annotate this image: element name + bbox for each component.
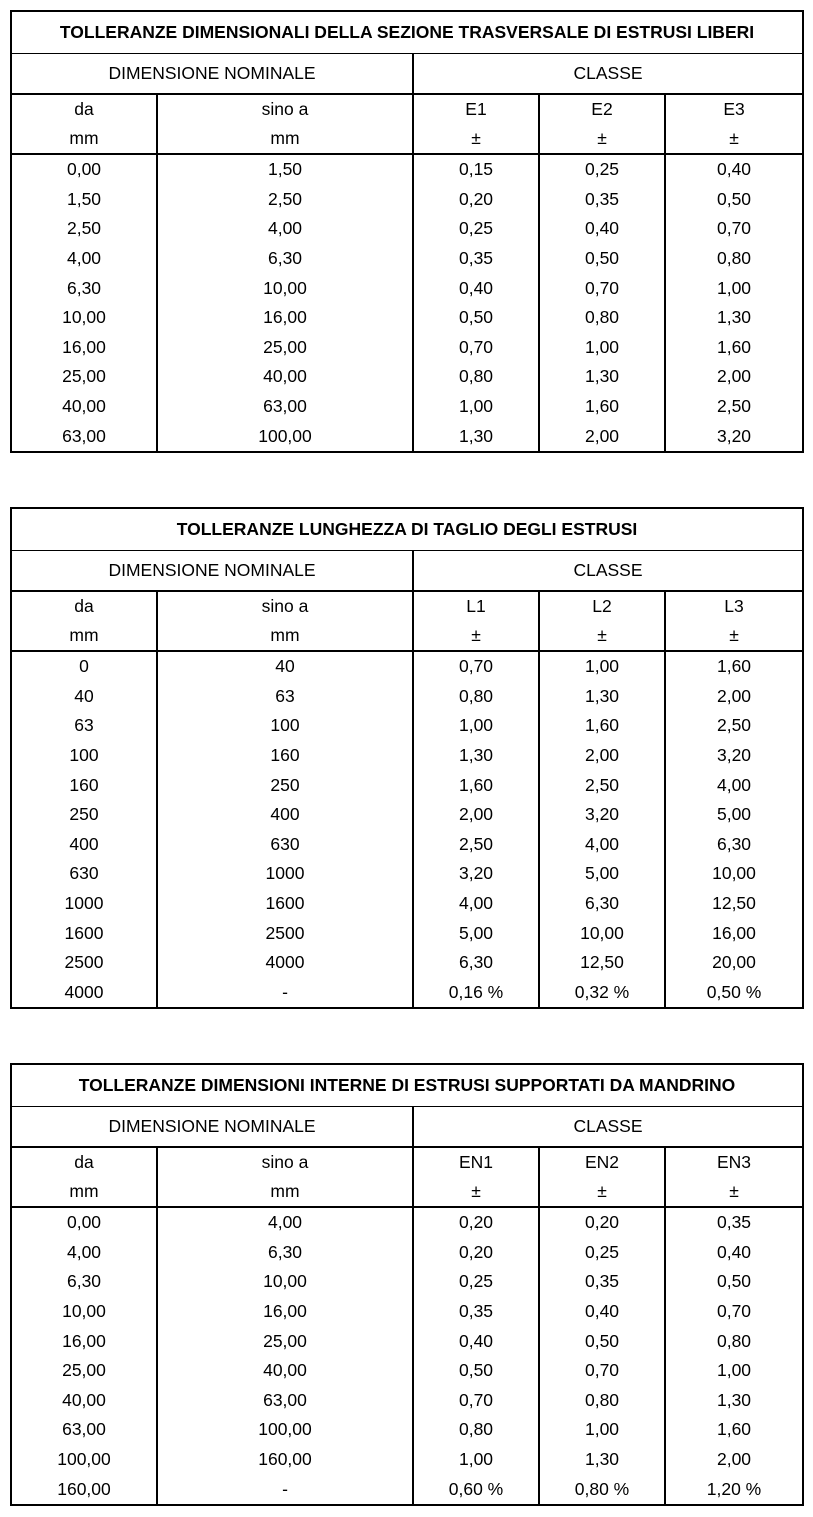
- table-cell: 4,00: [11, 1238, 157, 1268]
- table-cell: 2,00: [665, 362, 803, 392]
- table-title: TOLLERANZE DIMENSIONALI DELLA SEZIONE TRASVERSALE DI ESTRUSI LIBERI: [11, 11, 803, 54]
- table-cell: 1,30: [413, 421, 539, 452]
- table-cell: 400: [157, 800, 413, 830]
- table-cell: 0,20: [539, 1207, 665, 1238]
- table-cell: 0,40: [413, 273, 539, 303]
- table-cell: 6,30: [11, 1267, 157, 1297]
- table-row: [11, 1297, 803, 1327]
- table-cell: 0,25: [539, 1238, 665, 1268]
- table-cell: 3,20: [539, 800, 665, 830]
- table-cell: 0,25: [539, 154, 665, 185]
- table-cell: 0,25: [413, 214, 539, 244]
- table-row: [11, 185, 803, 215]
- table-row: [11, 421, 803, 452]
- table-cell: 6,30: [157, 1238, 413, 1268]
- table-cell: 12,50: [665, 889, 803, 919]
- table-cell: 0,70: [413, 333, 539, 363]
- table-cell: 2,50: [665, 711, 803, 741]
- table-cell: 0,70: [413, 651, 539, 682]
- column-header: E3: [665, 94, 803, 124]
- table-cell: 16,00: [157, 303, 413, 333]
- column-unit: mm: [157, 621, 413, 651]
- table-cell: 25,00: [157, 1326, 413, 1356]
- column-header: E2: [539, 94, 665, 124]
- table-cell: 630: [11, 859, 157, 889]
- table-cell: 400: [11, 830, 157, 860]
- column-header: EN3: [665, 1147, 803, 1177]
- table-cell: 0,60 %: [413, 1474, 539, 1505]
- table-cell: 12,50: [539, 948, 665, 978]
- table-cell: 2,50: [413, 830, 539, 860]
- table-cell: 1,00: [539, 333, 665, 363]
- table-cell: 1,00: [539, 651, 665, 682]
- table-cell: 100: [157, 711, 413, 741]
- column-header: EN2: [539, 1147, 665, 1177]
- table-cell: 1,00: [539, 1415, 665, 1445]
- table-cell: 63: [11, 711, 157, 741]
- table-cell: 6,30: [11, 273, 157, 303]
- table-cell: 1,00: [413, 711, 539, 741]
- table-cell: 4000: [11, 978, 157, 1009]
- table-row: [11, 1474, 803, 1505]
- table-cell: 0,70: [665, 1297, 803, 1327]
- table-cell: 0,35: [539, 185, 665, 215]
- table-cell: 6,30: [539, 889, 665, 919]
- tolerance-table-internal-dimensions: [10, 1063, 804, 1506]
- table-cell: 1,30: [539, 682, 665, 712]
- table-cell: 0,50: [665, 185, 803, 215]
- table-cell: 0,80: [413, 362, 539, 392]
- table-cell: 0,35: [413, 244, 539, 274]
- table-cell: 2,50: [157, 185, 413, 215]
- column-header: E1: [413, 94, 539, 124]
- table-cell: 1000: [157, 859, 413, 889]
- table-cell: 0,50: [539, 244, 665, 274]
- class-header: CLASSE: [413, 54, 803, 95]
- tolerance-table-cut-length: [10, 507, 804, 1009]
- table-cell: 4,00: [157, 1207, 413, 1238]
- table-cell: 25,00: [11, 362, 157, 392]
- table-cell: 2500: [11, 948, 157, 978]
- column-header: sino a: [157, 94, 413, 124]
- table-cell: 1600: [157, 889, 413, 919]
- table-cell: 16,00: [11, 1326, 157, 1356]
- table-row: [11, 1267, 803, 1297]
- table-cell: 0,32 %: [539, 978, 665, 1009]
- unit-header-row: [11, 124, 803, 154]
- table-cell: 0,80: [413, 682, 539, 712]
- table-row: [11, 244, 803, 274]
- table-cell: 1,50: [11, 185, 157, 215]
- table-cell: 250: [157, 770, 413, 800]
- section-header-row: [11, 1107, 803, 1148]
- table-cell: 0,50: [413, 1356, 539, 1386]
- table-cell: 0,15: [413, 154, 539, 185]
- table-cell: 1,00: [413, 1445, 539, 1475]
- table-cell: 4,00: [539, 830, 665, 860]
- table-cell: 2,00: [539, 741, 665, 771]
- table-cell: 10,00: [11, 303, 157, 333]
- table-row: [11, 1238, 803, 1268]
- table-cell: 1,00: [665, 1356, 803, 1386]
- table-cell: 5,00: [665, 800, 803, 830]
- column-unit: ±: [665, 124, 803, 154]
- table-row: [11, 682, 803, 712]
- table-cell: 16,00: [157, 1297, 413, 1327]
- table-cell: 10,00: [539, 918, 665, 948]
- table-cell: 0,00: [11, 154, 157, 185]
- table-cell: 0,40: [665, 154, 803, 185]
- column-header: L2: [539, 591, 665, 621]
- table-cell: 4,00: [157, 214, 413, 244]
- table-title: TOLLERANZE DIMENSIONI INTERNE DI ESTRUSI SUPPORTATI DA MANDRINO: [11, 1064, 803, 1107]
- table-cell: 0,25: [413, 1267, 539, 1297]
- column-header-row: [11, 94, 803, 124]
- table-cell: 0,70: [413, 1386, 539, 1416]
- nominal-dimension-header: DIMENSIONE NOMINALE: [11, 54, 413, 95]
- nominal-dimension-header: DIMENSIONE NOMINALE: [11, 1107, 413, 1148]
- table-cell: 1600: [11, 918, 157, 948]
- section-header-row: [11, 551, 803, 592]
- column-header: sino a: [157, 591, 413, 621]
- table-cell: 100,00: [157, 421, 413, 452]
- class-header: CLASSE: [413, 1107, 803, 1148]
- table-row: [11, 1207, 803, 1238]
- table-cell: 40: [11, 682, 157, 712]
- table-row: [11, 889, 803, 919]
- table-cell: 6,30: [157, 244, 413, 274]
- table-row: [11, 154, 803, 185]
- table-cell: 0,80: [665, 1326, 803, 1356]
- table-cell: 20,00: [665, 948, 803, 978]
- table-cell: 0,50: [413, 303, 539, 333]
- table-cell: 40,00: [11, 1386, 157, 1416]
- table-cell: 0,80 %: [539, 1474, 665, 1505]
- column-header-row: [11, 591, 803, 621]
- column-header: L1: [413, 591, 539, 621]
- table-row: [11, 770, 803, 800]
- table-cell: 40: [157, 651, 413, 682]
- column-unit: ±: [413, 124, 539, 154]
- table-cell: 160: [11, 770, 157, 800]
- column-unit: mm: [11, 124, 157, 154]
- table-row: [11, 333, 803, 363]
- table-cell: 5,00: [539, 859, 665, 889]
- table-cell: 100,00: [11, 1445, 157, 1475]
- table-cell: 160,00: [157, 1445, 413, 1475]
- column-header: sino a: [157, 1147, 413, 1177]
- table-cell: 100,00: [157, 1415, 413, 1445]
- column-unit: mm: [11, 621, 157, 651]
- table-cell: 1000: [11, 889, 157, 919]
- table-cell: 2,50: [11, 214, 157, 244]
- table-cell: -: [157, 1474, 413, 1505]
- table-cell: 63,00: [11, 421, 157, 452]
- table-cell: 0,50: [665, 1267, 803, 1297]
- table-cell: 0,35: [665, 1207, 803, 1238]
- table-cell: 10,00: [157, 273, 413, 303]
- table-row: [11, 214, 803, 244]
- table-cell: 1,60: [665, 333, 803, 363]
- column-unit: ±: [539, 124, 665, 154]
- table-cell: 5,00: [413, 918, 539, 948]
- table-cell: 25,00: [157, 333, 413, 363]
- table-cell: 0,70: [539, 1356, 665, 1386]
- table-cell: 3,20: [413, 859, 539, 889]
- table-cell: 1,30: [665, 1386, 803, 1416]
- table-cell: 1,60: [665, 651, 803, 682]
- tolerance-table-cross-section: [10, 10, 804, 453]
- table-cell: 1,60: [413, 770, 539, 800]
- table-title-row: [11, 1064, 803, 1107]
- section-header-row: [11, 54, 803, 95]
- table-cell: 63: [157, 682, 413, 712]
- unit-header-row: [11, 1177, 803, 1207]
- column-header-row: [11, 1147, 803, 1177]
- table-cell: 1,50: [157, 154, 413, 185]
- table-cell: 0,35: [539, 1267, 665, 1297]
- table-row: [11, 859, 803, 889]
- table-cell: 1,00: [665, 273, 803, 303]
- table-row: [11, 651, 803, 682]
- column-unit: ±: [665, 621, 803, 651]
- table-cell: 6,30: [413, 948, 539, 978]
- table-cell: 250: [11, 800, 157, 830]
- table-cell: 1,60: [665, 1415, 803, 1445]
- table-row: [11, 1415, 803, 1445]
- table-row: [11, 948, 803, 978]
- table-cell: 0,50: [539, 1326, 665, 1356]
- table-cell: 0,40: [539, 214, 665, 244]
- table-row: [11, 800, 803, 830]
- table-cell: 0,35: [413, 1297, 539, 1327]
- table-row: [11, 1356, 803, 1386]
- column-header: da: [11, 591, 157, 621]
- table-cell: -: [157, 978, 413, 1009]
- table-cell: 0,80: [413, 1415, 539, 1445]
- table-cell: 2,50: [539, 770, 665, 800]
- table-cell: 16,00: [665, 918, 803, 948]
- table-cell: 1,60: [539, 392, 665, 422]
- table-cell: 6,30: [665, 830, 803, 860]
- table-cell: 2,50: [665, 392, 803, 422]
- column-header: da: [11, 1147, 157, 1177]
- table-cell: 4000: [157, 948, 413, 978]
- column-header: EN1: [413, 1147, 539, 1177]
- table-row: [11, 978, 803, 1009]
- table-cell: 40,00: [157, 1356, 413, 1386]
- table-cell: 1,20 %: [665, 1474, 803, 1505]
- table-cell: 0,80: [539, 1386, 665, 1416]
- table-row: [11, 273, 803, 303]
- unit-header-row: [11, 621, 803, 651]
- table-cell: 0,16 %: [413, 978, 539, 1009]
- table-cell: 2,00: [665, 1445, 803, 1475]
- table-cell: 1,30: [539, 362, 665, 392]
- column-unit: mm: [11, 1177, 157, 1207]
- table-cell: 160,00: [11, 1474, 157, 1505]
- table-cell: 0,80: [539, 303, 665, 333]
- table-row: [11, 362, 803, 392]
- table-cell: 63,00: [157, 1386, 413, 1416]
- table-cell: 40,00: [11, 392, 157, 422]
- table-cell: 63,00: [157, 392, 413, 422]
- table-cell: 4,00: [413, 889, 539, 919]
- class-header: CLASSE: [413, 551, 803, 592]
- table-row: [11, 918, 803, 948]
- table-cell: 0,50 %: [665, 978, 803, 1009]
- table-row: [11, 1445, 803, 1475]
- table-row: [11, 741, 803, 771]
- column-unit: ±: [539, 1177, 665, 1207]
- table-cell: 100: [11, 741, 157, 771]
- column-unit: mm: [157, 1177, 413, 1207]
- table-cell: 0,00: [11, 1207, 157, 1238]
- table-cell: 3,20: [665, 421, 803, 452]
- column-unit: mm: [157, 124, 413, 154]
- table-cell: 0,70: [539, 273, 665, 303]
- column-header: da: [11, 94, 157, 124]
- table-cell: 0,40: [665, 1238, 803, 1268]
- table-title-row: [11, 508, 803, 551]
- table-cell: 10,00: [11, 1297, 157, 1327]
- table-row: [11, 1326, 803, 1356]
- table-cell: 40,00: [157, 362, 413, 392]
- table-cell: 2500: [157, 918, 413, 948]
- table-cell: 63,00: [11, 1415, 157, 1445]
- table-cell: 0,40: [539, 1297, 665, 1327]
- table-cell: 0: [11, 651, 157, 682]
- table-cell: 25,00: [11, 1356, 157, 1386]
- table-cell: 10,00: [665, 859, 803, 889]
- table-cell: 0,20: [413, 1207, 539, 1238]
- table-cell: 2,00: [413, 800, 539, 830]
- table-cell: 1,30: [665, 303, 803, 333]
- table-cell: 16,00: [11, 333, 157, 363]
- table-cell: 1,00: [413, 392, 539, 422]
- column-unit: ±: [413, 621, 539, 651]
- table-row: [11, 830, 803, 860]
- table-cell: 0,20: [413, 1238, 539, 1268]
- table-cell: 1,60: [539, 711, 665, 741]
- table-title-row: [11, 11, 803, 54]
- table-row: [11, 711, 803, 741]
- table-cell: 2,00: [539, 421, 665, 452]
- table-cell: 0,40: [413, 1326, 539, 1356]
- table-cell: 160: [157, 741, 413, 771]
- table-cell: 0,80: [665, 244, 803, 274]
- column-unit: ±: [539, 621, 665, 651]
- table-cell: 0,20: [413, 185, 539, 215]
- table-cell: 1,30: [413, 741, 539, 771]
- table-cell: 3,20: [665, 741, 803, 771]
- table-cell: 0,70: [665, 214, 803, 244]
- table-row: [11, 1386, 803, 1416]
- column-header: L3: [665, 591, 803, 621]
- table-row: [11, 303, 803, 333]
- table-cell: 4,00: [665, 770, 803, 800]
- column-unit: ±: [413, 1177, 539, 1207]
- table-cell: 630: [157, 830, 413, 860]
- table-title: TOLLERANZE LUNGHEZZA DI TAGLIO DEGLI ESTRUSI: [11, 508, 803, 551]
- table-row: [11, 392, 803, 422]
- nominal-dimension-header: DIMENSIONE NOMINALE: [11, 551, 413, 592]
- table-cell: 1,30: [539, 1445, 665, 1475]
- column-unit: ±: [665, 1177, 803, 1207]
- table-cell: 2,00: [665, 682, 803, 712]
- table-cell: 4,00: [11, 244, 157, 274]
- table-cell: 10,00: [157, 1267, 413, 1297]
